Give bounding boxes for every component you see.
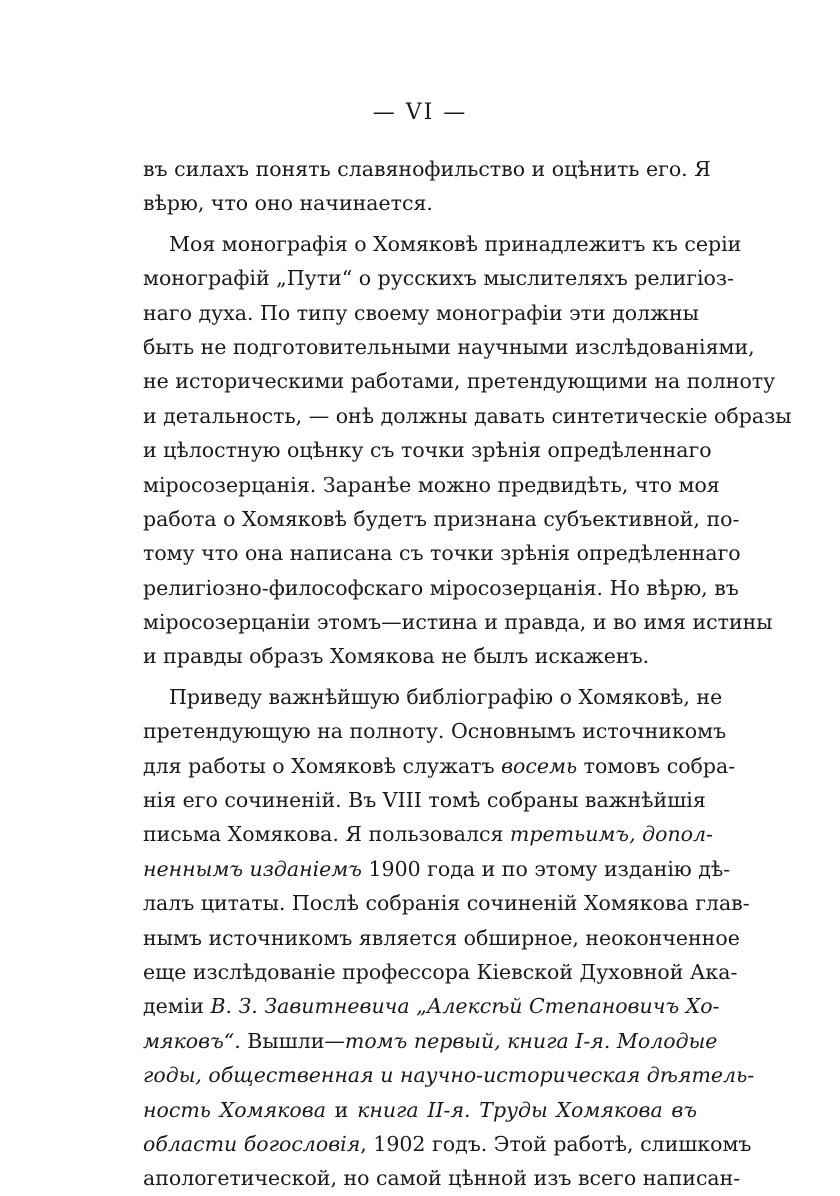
- italic-segment: восемь: [501, 753, 578, 778]
- text-line: [143, 886, 750, 920]
- text-line: [143, 227, 742, 261]
- text-segment: и правды образъ Хомякова не былъ искаженъ.: [143, 644, 650, 669]
- text-line: [143, 152, 711, 186]
- text-line: [143, 921, 740, 955]
- text-segment: нія его сочиненій. Въ VIII томѣ собраны важнѣйшія: [143, 788, 706, 813]
- text-line: [143, 468, 720, 502]
- text-segment: тому что она написана съ точки зрѣнія опредѣленнаго: [143, 541, 741, 566]
- text-line: [143, 330, 755, 364]
- text-segment: Приведу важнѣйшую библіографію о Хомяковѣ, не: [169, 684, 723, 709]
- text-segment: быть не подготовительными научными изслѣдованіями,: [143, 334, 755, 359]
- italic-segment: неннымъ изданіемъ: [143, 856, 362, 881]
- text-line: [143, 571, 739, 605]
- text-segment: работа о Хомяковѣ будетъ признана субъективной, по-: [143, 506, 740, 531]
- text-segment: Вышли—: [240, 1028, 345, 1053]
- paragraph: [143, 152, 711, 221]
- text-line: [143, 186, 697, 220]
- text-line: [143, 714, 727, 748]
- text-line: [143, 502, 740, 536]
- italic-segment: годы, общественная и научно-историческая дѣятель-: [143, 1063, 755, 1088]
- text-line: [143, 296, 697, 330]
- text-segment: еще изслѣдованіе профессора Кіевской Духовной Ака-: [143, 959, 738, 984]
- text-line: [143, 433, 712, 467]
- text-segment: не историческими работами, претендующими на полноту: [143, 369, 776, 394]
- text-line: [143, 749, 736, 783]
- text-segment: и: [325, 1097, 358, 1122]
- text-line: [143, 817, 713, 851]
- text-line: [143, 989, 720, 1023]
- page-number: — VI —: [372, 100, 468, 125]
- text-segment: вѣрю, что оно начинается.: [143, 191, 433, 216]
- text-line: [143, 261, 734, 295]
- text-segment: лалъ цитаты. Послѣ собранія сочиненій Хомякова глав-: [143, 891, 750, 916]
- text-line: [143, 364, 776, 398]
- text-segment: и детальность, — онѣ должны давать синтетическіе образы: [143, 403, 792, 428]
- italic-segment: В. З. Завитневича „Алексѣй Степановичъ Хо-: [210, 994, 720, 1019]
- text-line: [143, 680, 723, 714]
- text-segment: въ силахъ понять славянофильство и оцѣнить его. Я: [143, 157, 711, 181]
- text-line: [143, 605, 773, 639]
- italic-segment: томъ первый, книга I-я. Молодые: [344, 1028, 718, 1053]
- text-segment: и цѣлостную оцѣнку съ точки зрѣнія опредѣленнаго: [143, 438, 712, 463]
- text-line: [143, 399, 792, 433]
- text-segment: міросозерцаніи этомъ—истина и правда, и во имя истины: [143, 610, 773, 635]
- text-segment: міросозерцанія. Заранѣе можно предвидѣть, что моя: [143, 472, 720, 497]
- text-line: [143, 639, 697, 673]
- text-segment: религіозно-философскаго міросозерцанія. Но вѣрю, въ: [143, 575, 739, 600]
- paragraph: [143, 680, 755, 1196]
- italic-segment: области богословія: [143, 1131, 361, 1156]
- text-segment: претендующую на полноту. Основнымъ источникомъ: [143, 719, 727, 744]
- text-segment: нымъ источникомъ является обширное, неоконченное: [143, 925, 740, 950]
- text-segment: томовъ собра-: [577, 753, 736, 778]
- text-line: [143, 955, 738, 989]
- text-line: [143, 1127, 752, 1161]
- text-line: [143, 1024, 718, 1058]
- text-segment: для работы о Хомяковѣ служатъ: [143, 753, 502, 778]
- text-line: [143, 783, 706, 817]
- paragraph: [143, 227, 792, 674]
- text-segment: , 1902 годъ. Этой работѣ, слишкомъ: [360, 1131, 752, 1156]
- text-line: [143, 852, 731, 886]
- text-segment: письма Хомякова. Я пользовался: [143, 822, 510, 847]
- italic-segment: третьимъ, допол-: [509, 822, 713, 847]
- text-line: [143, 1093, 697, 1127]
- text-segment: деміи: [143, 994, 211, 1019]
- text-segment: апологетической, но самой цѣнной изъ всего написан-: [143, 1166, 741, 1191]
- text-line: [143, 536, 741, 570]
- italic-segment: мяковъ“.: [143, 1028, 241, 1053]
- text-segment: Моя монографія о Хомяковѣ принадлежитъ къ серіи: [169, 231, 742, 256]
- text-segment: монографій „Пути“ о русскихъ мыслителяхъ религіоз-: [143, 266, 734, 291]
- text-segment: 1900 года и по этому изданію дѣ-: [361, 856, 731, 881]
- italic-segment: ность Хомякова: [143, 1097, 326, 1122]
- text-line: [143, 1058, 755, 1092]
- text-segment: наго духа. По типу своему монографіи эти должны: [143, 300, 699, 325]
- body-text: [143, 152, 792, 1196]
- italic-segment: книга II-я. Труды Хомякова въ: [357, 1097, 698, 1122]
